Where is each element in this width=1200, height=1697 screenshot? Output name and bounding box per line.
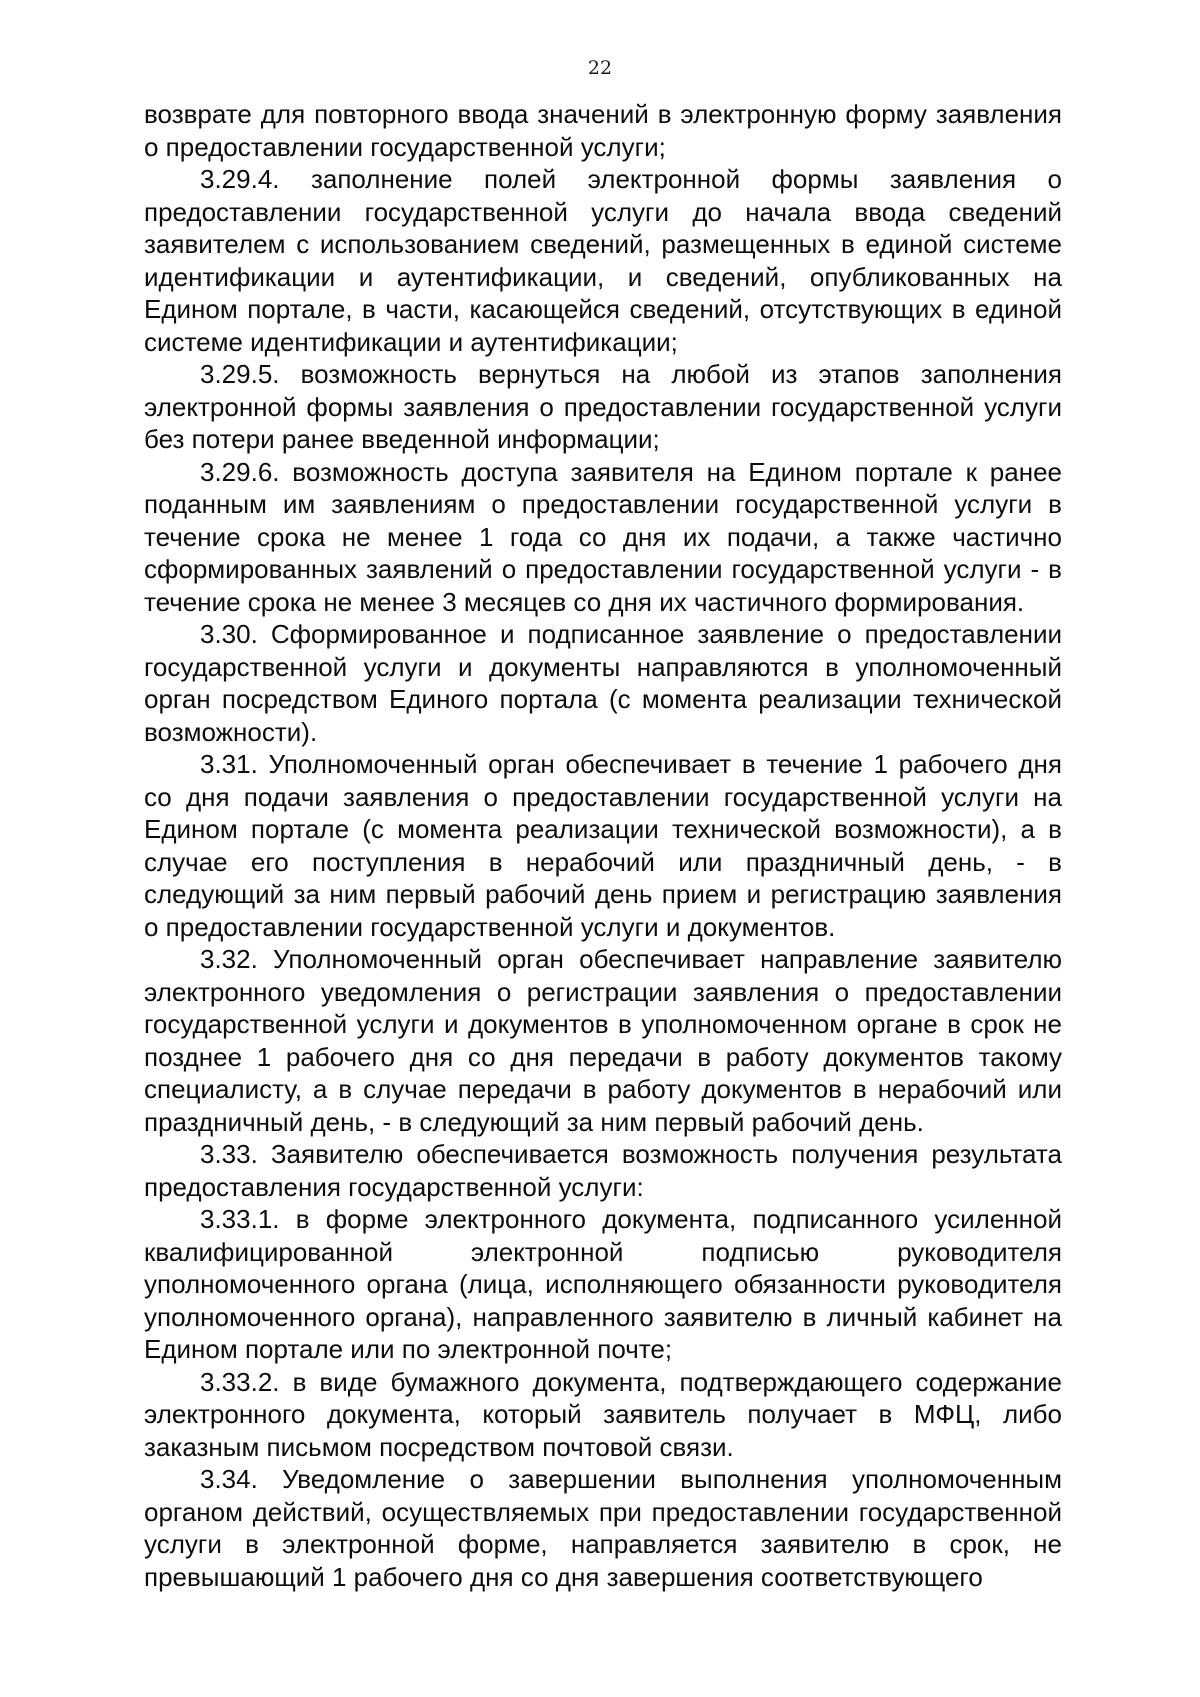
- paragraph-3-32: 3.32. Уполномоченный орган обеспечивает направление заявителю электронного уведомления о регистрации заявления о предоставлении государственной услуги и документов в уполномоченном органе в срок не позднее 1 рабочего дня со дня передачи в работу документов такому специалисту, а в случае передачи в работу документов в нерабочий или праздничный день, - в следующий за ним первый рабочий день.: [144, 944, 1062, 1137]
- paragraph-3-34: 3.34. Уведомление о завершении выполнения уполномоченным органом действий, осуществляемых при предоставлении государственной услуги в электронной форме, направляется заявителю в срок, не превышающий 1 рабочего дня со дня завершения соответствующего: [144, 1464, 1062, 1592]
- paragraph-3-31: 3.31. Уполномоченный орган обеспечивает в течение 1 рабочего дня со дня подачи заявления о предоставлении государственной услуги на Едином портале (с момента реализации технической возможности), а в случае его поступления в нерабочий или праздничный день, - в следующий за ним первый рабочий день прием и регистрацию заявления о предоставлении государственной услуги и документов.: [144, 749, 1062, 942]
- page-number: 22: [587, 57, 613, 79]
- paragraph-continuation: возврате для повторного ввода значений в электронную форму заявления о предоставлении государственной услуги;: [144, 99, 1062, 162]
- paragraph-3-33-1: 3.33.1. в форме электронного документа, подписанного усиленной квалифицированной электронной подписью руководителя уполномоченного органа (лица, исполняющего обязанности руководителя уполномоченного органа), направленного заявителю в личный кабинет на Едином портале или по электронной почте;: [144, 1204, 1062, 1364]
- paragraph-3-33: 3.33. Заявителю обеспечивается возможность получения результата предоставления государственной услуги:: [144, 1139, 1062, 1202]
- paragraph-3-29-6: 3.29.6. возможность доступа заявителя на Едином портале к ранее поданным им заявлениям о предоставлении государственной услуги в течение срока не менее 1 года со дня их подачи, а также частично сформированных заявлений о предоставлении государственной услуги - в течение срока не менее 3 месяцев со дня их частичного формирования.: [144, 456, 1062, 617]
- document-body: [144, 98, 1062, 1593]
- paragraph-3-33-2: 3.33.2. в виде бумажного документа, подтверждающего содержание электронного документа, который заявитель получает в МФЦ, либо заказным письмом посредством почтовой связи.: [144, 1366, 1062, 1462]
- paragraph-3-29-5: 3.29.5. возможность вернуться на любой из этапов заполнения электронной формы заявления о предоставлении государственной услуги без потери ранее введенной информации;: [144, 359, 1062, 454]
- paragraph-3-29-4: 3.29.4. заполнение полей электронной формы заявления о предоставлении государственной услуги до начала ввода сведений заявителем с использованием сведений, размещенных в единой системе идентификации и аутентификации, и сведений, опубликованных на Едином портале, в части, касающейся сведений, отсутствующих в единой системе идентификации и аутентификации;: [144, 164, 1062, 357]
- paragraph-3-30: 3.30. Сформированное и подписанное заявление о предоставлении государственной услуги и документы направляются в уполномоченный орган посредством Единого портала (с момента реализации технической возможности).: [144, 619, 1062, 747]
